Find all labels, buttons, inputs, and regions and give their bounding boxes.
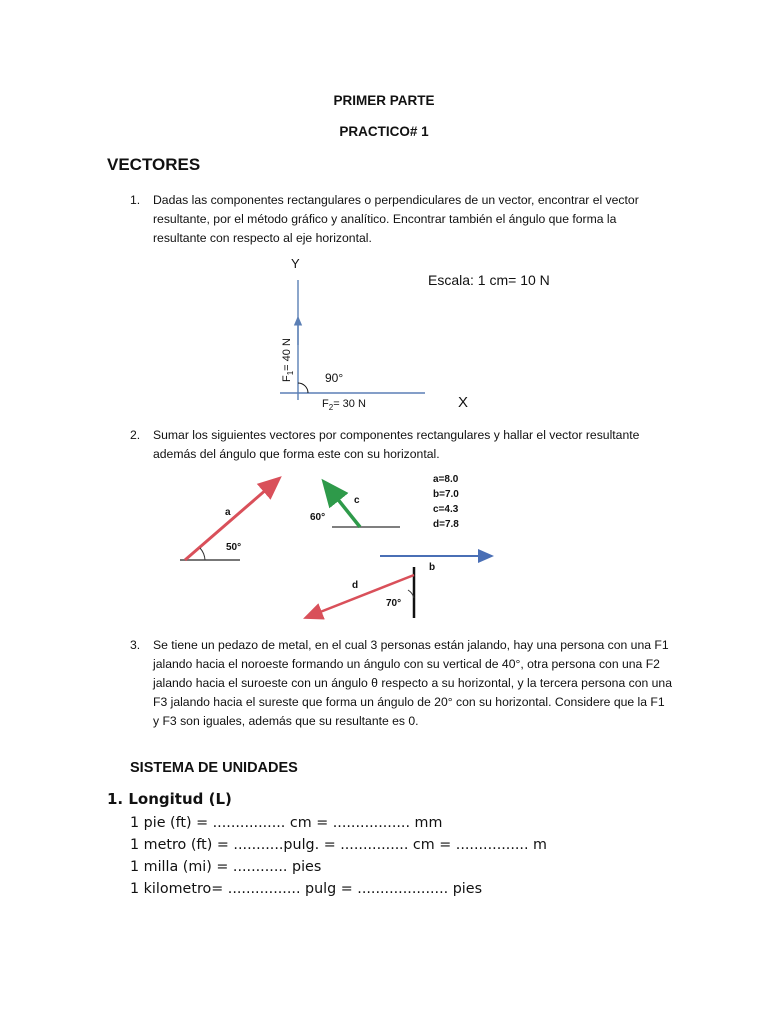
svg-text:F1= 40 N: [281, 338, 295, 382]
f2-sub: 2: [328, 403, 334, 412]
f2-value: = 30 N: [333, 398, 366, 410]
problem-number: 2.: [130, 428, 141, 442]
f1-sub: 1: [286, 370, 295, 376]
vector-components-figure: [250, 250, 580, 415]
problem-text: Sumar los siguientes vectores por componentes rectangulares y hallar el vector resultante además del ángulo que forma este con su horizontal.: [153, 428, 640, 461]
value-a: a=8.0: [433, 474, 459, 485]
problem-text: Se tiene un pedazo de metal, en el cual 3 personas están jalando, hay una persona con una F1 jalando hacia el noroeste formando un ángulo con su vertical de 40°, otra persona con una F2 jalando hacia el suroeste con un ángulo θ respecto a su horizontal, y la tercera persona con una F3 jalando hacia el sureste que forma un ángulo de 20° con su horizontal. Considere que la F1 y F3 son iguales, además que su resultante es 0.: [153, 638, 672, 728]
units-section-title: SISTEMA DE UNIDADES: [130, 760, 298, 776]
scale-label: Escala: 1 cm= 10 N: [428, 272, 550, 288]
units-line: 1 kilometro= ................ pulg = .................... pies: [130, 881, 483, 897]
vector-a-angle: 50°: [226, 542, 242, 553]
header-line-2: PRACTICO# 1: [339, 124, 429, 139]
section-title: VECTORES: [107, 155, 201, 174]
angle-label: 90°: [325, 371, 344, 385]
vector-d-arrow: [310, 575, 414, 616]
vector-a-label: a: [225, 507, 231, 518]
value-c: c=4.3: [433, 504, 459, 515]
a-angle-arc: [200, 548, 205, 560]
vector-d-label: d: [352, 580, 359, 591]
header-line-1: PRIMER PARTE: [333, 93, 435, 108]
vector-c-arrow: [328, 487, 360, 527]
right-angle-arc: [298, 383, 308, 393]
vector-d-angle: 70°: [386, 598, 402, 609]
units-line: 1 pie (ft) = ................ cm = ................. mm: [130, 815, 443, 831]
vector-sum-figure: [150, 470, 510, 625]
x-axis-label: X: [458, 394, 469, 411]
f2-label-group: [322, 398, 366, 412]
units-line: 1 metro (ft) = ...........pulg. = ............... cm = ................ m: [130, 837, 547, 853]
f1-label-group: [281, 338, 295, 382]
f2-label: F: [322, 398, 329, 410]
vector-c-angle: 60°: [310, 512, 326, 523]
f1-label: F: [281, 375, 293, 382]
units-heading: 1. Longitud (L): [107, 790, 232, 808]
problem-number: 3.: [130, 638, 141, 652]
problem-text: Dadas las componentes rectangulares o perpendiculares de un vector, encontrar el vector resultante, por el método gráfico y analítico. Encontrar también el ángulo que forma la resultante con respecto al eje horizontal.: [153, 193, 639, 245]
vector-c-label: c: [354, 495, 360, 506]
y-axis-label: Y: [291, 256, 300, 271]
value-b: b=7.0: [433, 489, 459, 500]
f1-value: = 40 N: [281, 338, 293, 371]
problem-number: 1.: [130, 193, 141, 207]
units-line: 1 milla (mi) = ............ pies: [130, 859, 322, 875]
vector-b-label: b: [429, 562, 436, 573]
value-d: d=7.8: [433, 519, 459, 530]
